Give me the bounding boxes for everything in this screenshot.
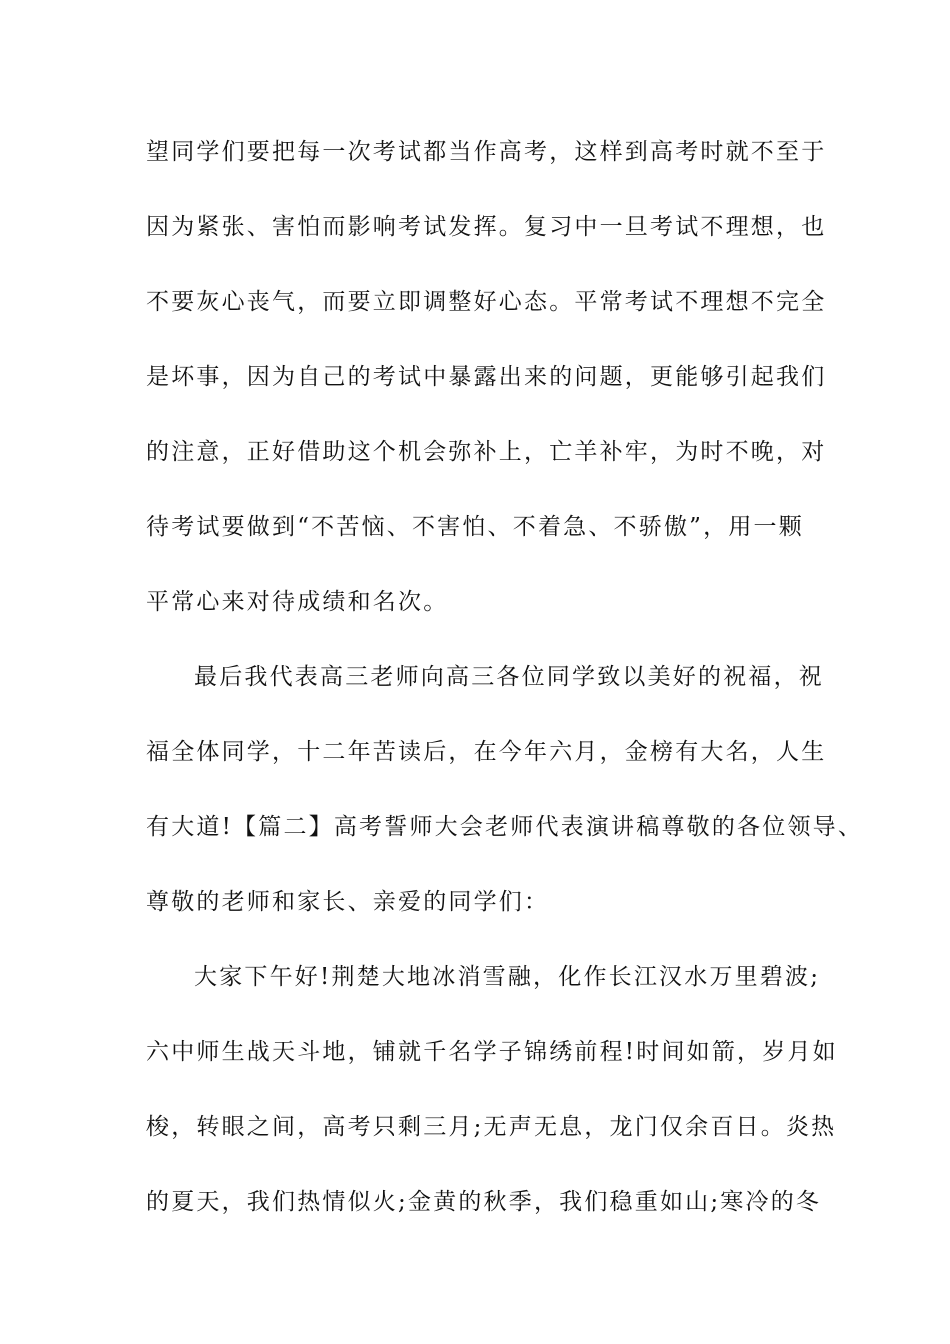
text-line: 尊敬的老师和家长、亲爱的同学们： bbox=[146, 889, 550, 915]
text-line: 的注意，正好借助这个机会弥补上，亡羊补牢，为时不晚，对 bbox=[146, 439, 827, 465]
text-line: 因为紧张、害怕而影响考试发挥。复习中一旦考试不理想，也 bbox=[146, 214, 827, 240]
text-line: 望同学们要把每一次考试都当作高考，这样到高考时就不至于 bbox=[146, 139, 827, 165]
text-line: 的夏天，我们热情似火;金黄的秋季，我们稳重如山;寒冷的冬 bbox=[146, 1189, 822, 1215]
text-line: 有大道!【篇二】高考誓师大会老师代表演讲稿尊敬的各位领导、 bbox=[146, 814, 864, 840]
text-line: 是坏事，因为自己的考试中暴露出来的问题，更能够引起我们 bbox=[146, 364, 827, 390]
text-line: 不要灰心丧气，而要立即调整好心态。平常考试不理想不完全 bbox=[146, 289, 827, 315]
paragraph-first-line: 大家下午好!荆楚大地冰消雪融，化作长江汉水万里碧波; bbox=[194, 964, 821, 990]
text-line: 六中师生战天斗地，铺就千名学子锦绣前程!时间如箭，岁月如 bbox=[146, 1039, 838, 1065]
text-line: 梭，转眼之间，高考只剩三月;无声无息，龙门仅余百日。炎热 bbox=[146, 1114, 837, 1140]
text-line: 待考试要做到“不苦恼、不害怕、不着急、不骄傲”，用一颗 bbox=[146, 514, 804, 540]
paragraph-first-line: 最后我代表高三老师向高三各位同学致以美好的祝福，祝 bbox=[194, 664, 824, 690]
text-line: 平常心来对待成绩和名次。 bbox=[146, 589, 449, 615]
text-line: 福全体同学，十二年苦读后，在今年六月，金榜有大名，人生 bbox=[146, 739, 827, 765]
